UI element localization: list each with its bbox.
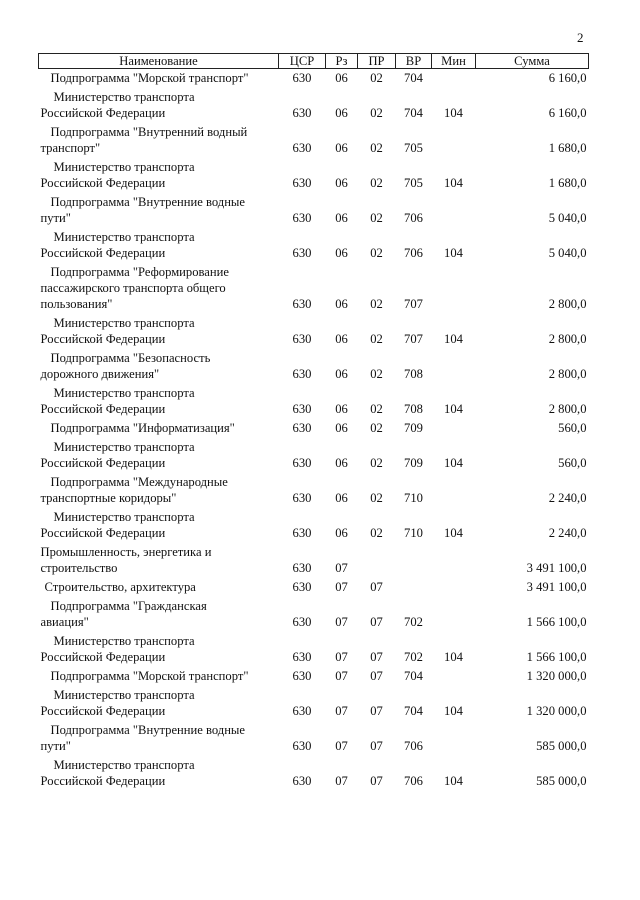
row-rz-cell: 06 — [335, 246, 348, 260]
row-name-cell — [39, 349, 279, 384]
row-sum-cell: 1 680,0 — [548, 141, 587, 155]
row-csr-cell: 630 — [292, 421, 312, 435]
column-header-vr: ВР — [396, 54, 432, 69]
row-name-cell — [39, 721, 279, 756]
row-pr-cell: 02 — [370, 297, 383, 311]
row-rz-cell: 06 — [335, 491, 348, 505]
column-header-name: Наименование — [39, 54, 279, 69]
row-pr-cell — [358, 543, 396, 578]
row-sum-cell: 3 491 100,0 — [526, 580, 587, 594]
row-pr-cell: 02 — [370, 141, 383, 155]
row-rz-cell: 07 — [335, 580, 348, 594]
row-name-line: Строительство, архитектура — [44, 580, 196, 594]
row-pr-cell: 02 — [370, 332, 383, 346]
row-csr-cell: 630 — [292, 580, 312, 594]
table-row — [39, 193, 589, 228]
row-csr-cell: 630 — [292, 615, 312, 629]
row-name-cell — [39, 756, 279, 791]
row-name-line: Подпрограмма "Внутренние водные — [50, 723, 245, 737]
row-csr-cell: 630 — [292, 456, 312, 470]
row-vr-cell: 702 — [404, 615, 423, 629]
row-min-cell: 104 — [444, 332, 463, 346]
row-name-line: Министерство транспорта — [53, 758, 195, 772]
row-vr-cell: 705 — [404, 141, 423, 155]
row-csr-cell: 630 — [292, 526, 312, 540]
row-name-line: Подпрограмма "Морской транспорт" — [50, 669, 249, 683]
row-name-line: Российской Федерации — [40, 332, 166, 346]
row-name-cell — [39, 88, 279, 123]
row-sum-cell: 560,0 — [558, 456, 587, 470]
row-pr-cell: 07 — [370, 739, 383, 753]
row-sum-cell: 5 040,0 — [548, 211, 587, 225]
row-vr-cell: 706 — [404, 739, 423, 753]
table-row — [39, 508, 589, 543]
row-csr-cell: 630 — [292, 491, 312, 505]
row-min-cell — [432, 543, 476, 578]
row-name-line: Российской Федерации — [40, 704, 166, 718]
row-min-cell — [432, 349, 476, 384]
row-rz-cell: 06 — [335, 71, 348, 85]
row-name-line: Российской Федерации — [40, 456, 166, 470]
row-min-cell — [432, 597, 476, 632]
row-name-cell — [39, 686, 279, 721]
row-name-line: пути" — [40, 211, 71, 225]
row-name-line: пути" — [40, 739, 71, 753]
row-rz-cell: 07 — [335, 669, 348, 683]
row-csr-cell: 630 — [292, 246, 312, 260]
column-header-csr: ЦСР — [279, 54, 326, 69]
row-sum-cell: 2 800,0 — [548, 367, 587, 381]
table-row — [39, 314, 589, 349]
row-vr-cell: 708 — [404, 402, 423, 416]
row-name-cell — [39, 632, 279, 667]
row-name-line: Министерство транспорта — [53, 688, 195, 702]
table-row — [39, 158, 589, 193]
row-min-cell: 104 — [444, 526, 463, 540]
row-min-cell — [432, 193, 476, 228]
row-name-cell — [39, 314, 279, 349]
row-sum-cell: 2 800,0 — [548, 297, 587, 311]
row-min-cell — [432, 419, 476, 438]
row-pr-cell: 02 — [370, 71, 383, 85]
row-rz-cell: 07 — [335, 615, 348, 629]
row-vr-cell: 704 — [404, 106, 423, 120]
row-name-line: Подпрограмма "Международные — [50, 475, 228, 489]
row-rz-cell: 06 — [335, 402, 348, 416]
row-name-line: Подпрограмма "Гражданская — [50, 599, 207, 613]
row-name-cell — [39, 263, 279, 314]
row-sum-cell: 2 240,0 — [548, 526, 587, 540]
row-csr-cell: 630 — [292, 704, 312, 718]
row-name-line: Российской Федерации — [40, 176, 166, 190]
row-name-cell — [39, 193, 279, 228]
row-name-line: Российской Федерации — [40, 650, 166, 664]
table-row — [39, 721, 589, 756]
row-min-cell: 104 — [444, 456, 463, 470]
row-vr-cell: 706 — [404, 211, 423, 225]
table-row — [39, 228, 589, 263]
row-vr-cell: 704 — [404, 704, 423, 718]
row-csr-cell: 630 — [292, 176, 312, 190]
row-sum-cell: 1 680,0 — [548, 176, 587, 190]
row-name-cell — [39, 543, 279, 578]
row-name-line: Министерство транспорта — [53, 230, 195, 244]
row-sum-cell: 5 040,0 — [548, 246, 587, 260]
row-vr-cell: 705 — [404, 176, 423, 190]
page-number: 2 — [577, 30, 584, 45]
row-min-cell: 104 — [444, 176, 463, 190]
row-name-line: Российской Федерации — [40, 402, 166, 416]
row-sum-cell: 560,0 — [558, 421, 587, 435]
row-sum-cell: 1 566 100,0 — [526, 615, 587, 629]
row-csr-cell: 630 — [292, 297, 312, 311]
row-sum-cell: 585 000,0 — [536, 739, 587, 753]
row-name-line: пассажирского транспорта общего — [40, 281, 226, 295]
row-name-cell — [39, 158, 279, 193]
row-rz-cell: 06 — [335, 526, 348, 540]
row-name-cell — [39, 384, 279, 419]
table-row — [39, 349, 589, 384]
row-name-line: дорожного движения" — [40, 367, 160, 381]
row-rz-cell: 06 — [335, 176, 348, 190]
row-pr-cell: 07 — [370, 774, 383, 788]
table-row — [39, 632, 589, 667]
row-name-line: Российской Федерации — [40, 106, 166, 120]
row-csr-cell: 630 — [292, 71, 312, 85]
row-name-line: Подпрограмма "Информатизация" — [50, 421, 235, 435]
row-name-cell — [39, 69, 279, 89]
row-pr-cell: 02 — [370, 526, 383, 540]
row-rz-cell: 07 — [335, 739, 348, 753]
row-vr-cell: 706 — [404, 774, 423, 788]
row-name-line: Промышленность, энергетика и — [40, 545, 212, 559]
row-vr-cell: 710 — [404, 526, 423, 540]
row-csr-cell: 630 — [292, 402, 312, 416]
row-name-line: Министерство транспорта — [53, 440, 195, 454]
row-rz-cell: 07 — [335, 650, 348, 664]
row-pr-cell: 07 — [370, 580, 383, 594]
table-row — [39, 473, 589, 508]
row-csr-cell: 630 — [292, 367, 312, 381]
row-rz-cell: 06 — [335, 421, 348, 435]
row-min-cell: 104 — [444, 774, 463, 788]
row-name-line: Министерство транспорта — [53, 316, 195, 330]
row-pr-cell: 02 — [370, 211, 383, 225]
row-csr-cell: 630 — [292, 561, 312, 575]
row-pr-cell: 02 — [370, 246, 383, 260]
row-name-cell — [39, 123, 279, 158]
table-row — [39, 69, 589, 89]
row-name-line: транспорт" — [40, 141, 101, 155]
row-pr-cell: 02 — [370, 456, 383, 470]
row-name-cell — [39, 228, 279, 263]
row-min-cell: 104 — [444, 650, 463, 664]
row-rz-cell: 07 — [335, 704, 348, 718]
row-min-cell — [432, 263, 476, 314]
row-sum-cell: 2 800,0 — [548, 402, 587, 416]
row-name-line: Российской Федерации — [40, 526, 166, 540]
column-header-pr: ПР — [358, 54, 396, 69]
row-min-cell — [432, 473, 476, 508]
table-row — [39, 263, 589, 314]
row-min-cell: 104 — [444, 106, 463, 120]
column-header-sum: Сумма — [476, 54, 589, 69]
row-min-cell: 104 — [444, 704, 463, 718]
row-vr-cell: 708 — [404, 367, 423, 381]
row-vr-cell: 704 — [404, 71, 423, 85]
row-name-line: Подпрограмма "Реформирование — [50, 265, 229, 279]
row-pr-cell: 02 — [370, 176, 383, 190]
row-name-line: пользования" — [40, 297, 113, 311]
row-name-cell — [39, 473, 279, 508]
row-vr-cell: 707 — [404, 297, 423, 311]
row-sum-cell: 2 800,0 — [548, 332, 587, 346]
row-min-cell — [432, 123, 476, 158]
row-rz-cell: 06 — [335, 456, 348, 470]
table-row — [39, 756, 589, 791]
row-name-cell — [39, 438, 279, 473]
row-csr-cell: 630 — [292, 211, 312, 225]
row-csr-cell: 630 — [292, 739, 312, 753]
row-vr-cell — [396, 543, 432, 578]
row-rz-cell: 06 — [335, 106, 348, 120]
row-sum-cell: 1 320 000,0 — [526, 704, 587, 718]
row-rz-cell: 06 — [335, 211, 348, 225]
row-sum-cell: 1 566 100,0 — [526, 650, 587, 664]
row-min-cell — [432, 721, 476, 756]
column-header-rz: Рз — [326, 54, 358, 69]
row-vr-cell: 710 — [404, 491, 423, 505]
row-sum-cell: 2 240,0 — [548, 491, 587, 505]
row-csr-cell: 630 — [292, 106, 312, 120]
row-vr-cell: 704 — [404, 669, 423, 683]
budget-table — [38, 53, 589, 791]
row-rz-cell: 07 — [335, 774, 348, 788]
row-min-cell: 104 — [444, 402, 463, 416]
row-sum-cell: 3 491 100,0 — [526, 561, 587, 575]
column-header-min: Мин — [432, 54, 476, 69]
row-name-line: Министерство транспорта — [53, 510, 195, 524]
table-row — [39, 88, 589, 123]
row-pr-cell: 02 — [370, 402, 383, 416]
row-vr-cell: 709 — [404, 456, 423, 470]
row-csr-cell: 630 — [292, 774, 312, 788]
row-min-cell: 104 — [444, 246, 463, 260]
row-min-cell — [432, 667, 476, 686]
table-row — [39, 667, 589, 686]
table-row — [39, 578, 589, 597]
row-name-line: Министерство транспорта — [53, 90, 195, 104]
table-body — [39, 69, 589, 792]
row-name-line: Министерство транспорта — [53, 160, 195, 174]
row-rz-cell: 06 — [335, 141, 348, 155]
row-name-line: Подпрограмма "Безопасность — [50, 351, 211, 365]
table-header-row — [39, 54, 589, 69]
row-csr-cell: 630 — [292, 650, 312, 664]
row-name-cell — [39, 419, 279, 438]
table-row — [39, 597, 589, 632]
table-row — [39, 384, 589, 419]
row-vr-cell: 709 — [404, 421, 423, 435]
row-name-line: Подпрограмма "Внутренние водные — [50, 195, 245, 209]
row-pr-cell: 02 — [370, 421, 383, 435]
row-min-cell — [432, 69, 476, 89]
row-name-line: Подпрограмма "Внутренний водный — [50, 125, 248, 139]
row-vr-cell: 702 — [404, 650, 423, 664]
row-name-line: Российской Федерации — [40, 246, 166, 260]
row-pr-cell: 07 — [370, 650, 383, 664]
row-pr-cell: 07 — [370, 669, 383, 683]
row-name-line: Министерство транспорта — [53, 386, 195, 400]
row-name-cell — [39, 578, 279, 597]
table-row — [39, 438, 589, 473]
row-pr-cell: 02 — [370, 106, 383, 120]
row-rz-cell: 06 — [335, 332, 348, 346]
row-vr-cell: 707 — [404, 332, 423, 346]
row-vr-cell — [396, 578, 432, 597]
row-rz-cell: 07 — [335, 561, 348, 575]
row-name-cell — [39, 597, 279, 632]
row-sum-cell: 6 160,0 — [548, 106, 587, 120]
row-sum-cell: 585 000,0 — [536, 774, 587, 788]
row-rz-cell: 06 — [335, 297, 348, 311]
row-name-cell — [39, 508, 279, 543]
row-sum-cell: 6 160,0 — [548, 71, 587, 85]
row-name-cell — [39, 667, 279, 686]
table-row — [39, 123, 589, 158]
row-csr-cell: 630 — [292, 141, 312, 155]
row-pr-cell: 07 — [370, 615, 383, 629]
row-sum-cell: 1 320 000,0 — [526, 669, 587, 683]
row-name-line: Российской Федерации — [40, 774, 166, 788]
row-name-line: Подпрограмма "Морской транспорт" — [50, 71, 249, 85]
row-csr-cell: 630 — [292, 332, 312, 346]
row-name-line: авиация" — [40, 615, 89, 629]
row-min-cell — [432, 578, 476, 597]
table-row — [39, 419, 589, 438]
row-name-line: транспортные коридоры" — [40, 491, 177, 505]
row-pr-cell: 02 — [370, 491, 383, 505]
row-name-line: Министерство транспорта — [53, 634, 195, 648]
row-pr-cell: 07 — [370, 704, 383, 718]
table-row — [39, 686, 589, 721]
row-vr-cell: 706 — [404, 246, 423, 260]
row-name-line: строительство — [40, 561, 118, 575]
row-pr-cell: 02 — [370, 367, 383, 381]
row-csr-cell: 630 — [292, 669, 312, 683]
table-row — [39, 543, 589, 578]
row-rz-cell: 06 — [335, 367, 348, 381]
